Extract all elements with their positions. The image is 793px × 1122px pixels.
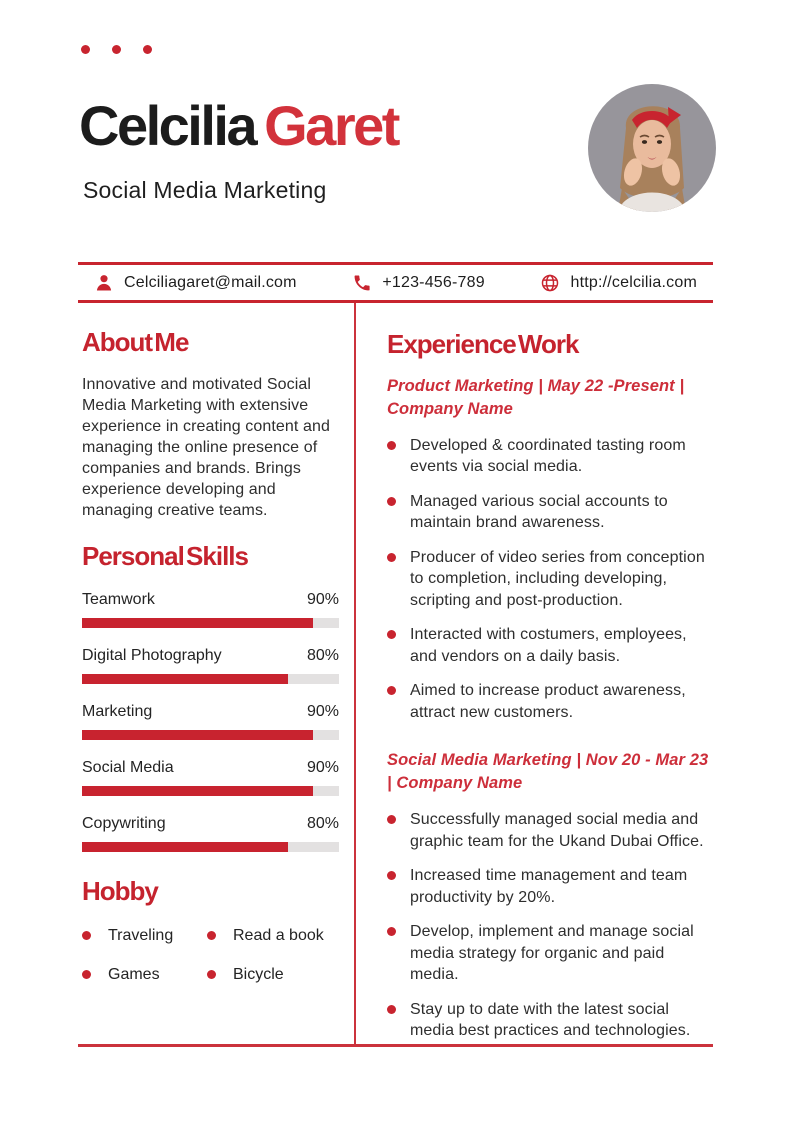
column-divider-line <box>354 303 356 1044</box>
bullet-icon <box>387 497 396 506</box>
experience-bullet-text: Interacted with costumers, employees, and vendors on a daily basis. <box>410 626 687 665</box>
job-heading: Product Marketing | May 22 -Present | Company Name <box>387 376 685 418</box>
decorative-dots <box>81 45 152 54</box>
skill-bar <box>82 674 339 684</box>
bullet-icon <box>387 927 396 936</box>
bullet-icon <box>387 1005 396 1014</box>
bullet-icon <box>387 553 396 562</box>
first-name: Celcilia <box>79 94 256 157</box>
contact-phone[interactable] <box>352 273 485 293</box>
skill-percent: 90% <box>306 590 339 608</box>
skill-percent: 90% <box>306 758 339 776</box>
experience-bullet-text: Increased time management and team productivity by 20%. <box>410 867 688 906</box>
skill-item <box>82 759 339 796</box>
contact-phone-text: +123-456-789 <box>382 273 485 291</box>
jobs-list <box>387 375 713 1042</box>
bullet-icon <box>207 931 216 940</box>
hobby-label: Bicycle <box>233 965 284 983</box>
last-name: Garet <box>264 94 398 157</box>
contact-bar <box>78 262 713 303</box>
about-me-text: Innovative and motivated Social Media Marketing with extensive experience in creating content and managing the online presence of companies and brands. Brings experience developing and managing creative teams. <box>82 375 331 519</box>
skill-head <box>82 647 339 665</box>
bullet-icon <box>387 815 396 824</box>
contact-email[interactable] <box>94 273 297 293</box>
job-bullets <box>387 809 713 1042</box>
skill-bar <box>82 618 339 628</box>
skill-item <box>82 815 339 852</box>
skill-head <box>82 703 339 721</box>
experience-bullet <box>387 547 713 612</box>
hobby-item <box>207 966 339 984</box>
skill-percent: 80% <box>306 646 339 664</box>
experience-bullet-text: Managed various social accounts to maintain brand awareness. <box>410 492 668 532</box>
skill-percent: 80% <box>306 814 339 832</box>
bottom-border-line <box>78 1044 713 1047</box>
contact-website[interactable] <box>540 273 697 293</box>
person-icon <box>94 273 114 293</box>
bullet-icon <box>207 970 216 979</box>
globe-icon <box>540 273 560 293</box>
hobby-list <box>82 927 339 984</box>
skill-bar <box>82 786 339 796</box>
skill-bar <box>82 730 339 740</box>
job-heading: Social Media Marketing | Nov 20 - Mar 23 | Company Name <box>387 751 709 793</box>
skill-label: Digital Photography <box>82 646 222 664</box>
experience-bullet <box>387 999 713 1042</box>
hobby-title: Hobby <box>82 875 158 906</box>
skill-percent: 90% <box>306 702 339 720</box>
experience-bullet <box>387 491 713 534</box>
experience-bullet <box>387 680 713 723</box>
hobby-item <box>82 927 207 945</box>
job-bullets <box>387 435 713 724</box>
left-column <box>82 303 339 984</box>
dot-icon <box>143 45 152 54</box>
skill-item <box>82 647 339 684</box>
skill-label: Social Media <box>82 758 174 776</box>
hobby-label: Traveling <box>108 926 174 944</box>
experience-bullet <box>387 809 713 852</box>
profile-photo <box>588 84 716 212</box>
skill-label: Teamwork <box>82 590 155 608</box>
hobby-item <box>82 966 207 984</box>
skill-bar <box>82 842 339 852</box>
contact-email-text: Celciliagaret@mail.com <box>124 273 297 291</box>
experience-bullet-text: Developed & coordinated tasting room events via social media. <box>410 436 686 476</box>
skills-list <box>82 591 339 852</box>
skill-bar-fill <box>82 842 288 852</box>
experience-work-title: Experience Work <box>387 329 579 359</box>
bullet-icon <box>82 931 91 940</box>
person-name <box>79 94 398 158</box>
bullet-icon <box>387 871 396 880</box>
skill-head <box>82 591 339 609</box>
experience-bullet-text: Stay up to date with the latest social media best practices and technologies. <box>410 1000 691 1040</box>
skill-head <box>82 759 339 777</box>
skill-label: Marketing <box>82 702 153 720</box>
skill-item <box>82 591 339 628</box>
bullet-icon <box>387 441 396 450</box>
job-entry <box>387 375 713 724</box>
hobby-label: Games <box>108 965 160 983</box>
experience-bullet-text: Aimed to increase product awareness, attract new customers. <box>410 682 686 721</box>
skill-bar-fill <box>82 618 313 628</box>
dot-icon <box>112 45 121 54</box>
experience-bullet <box>387 865 713 908</box>
about-me-title: About Me <box>82 327 189 357</box>
experience-bullet-text: Develop, implement and manage social media strategy for organic and paid media. <box>410 923 694 984</box>
phone-icon <box>352 273 372 293</box>
job-entry <box>387 749 713 1042</box>
hobby-item <box>207 927 339 945</box>
skill-bar-fill <box>82 674 288 684</box>
experience-bullet <box>387 435 713 478</box>
experience-bullet-text: Successfully managed social media and graphic team for the Ukand Dubai Office. <box>410 811 704 850</box>
skill-head <box>82 815 339 833</box>
hobby-label: Read a book <box>233 926 324 944</box>
right-column <box>387 303 713 1042</box>
skill-item <box>82 703 339 740</box>
skill-bar-fill <box>82 730 313 740</box>
skill-bar-fill <box>82 786 313 796</box>
bullet-icon <box>387 686 396 695</box>
dot-icon <box>81 45 90 54</box>
personal-skills-title: Personal Skills <box>82 540 248 571</box>
experience-bullet-text: Producer of video series from conception to completion, including developing, scripting and post-production. <box>410 548 705 609</box>
bullet-icon <box>387 630 396 639</box>
avatar-illustration <box>588 84 716 212</box>
bullet-icon <box>82 970 91 979</box>
skill-label: Copywriting <box>82 814 166 832</box>
experience-bullet <box>387 921 713 986</box>
job-title-subtitle: Social Media Marketing <box>83 177 327 203</box>
contact-website-text: http://celcilia.com <box>570 273 697 291</box>
experience-bullet <box>387 624 713 667</box>
